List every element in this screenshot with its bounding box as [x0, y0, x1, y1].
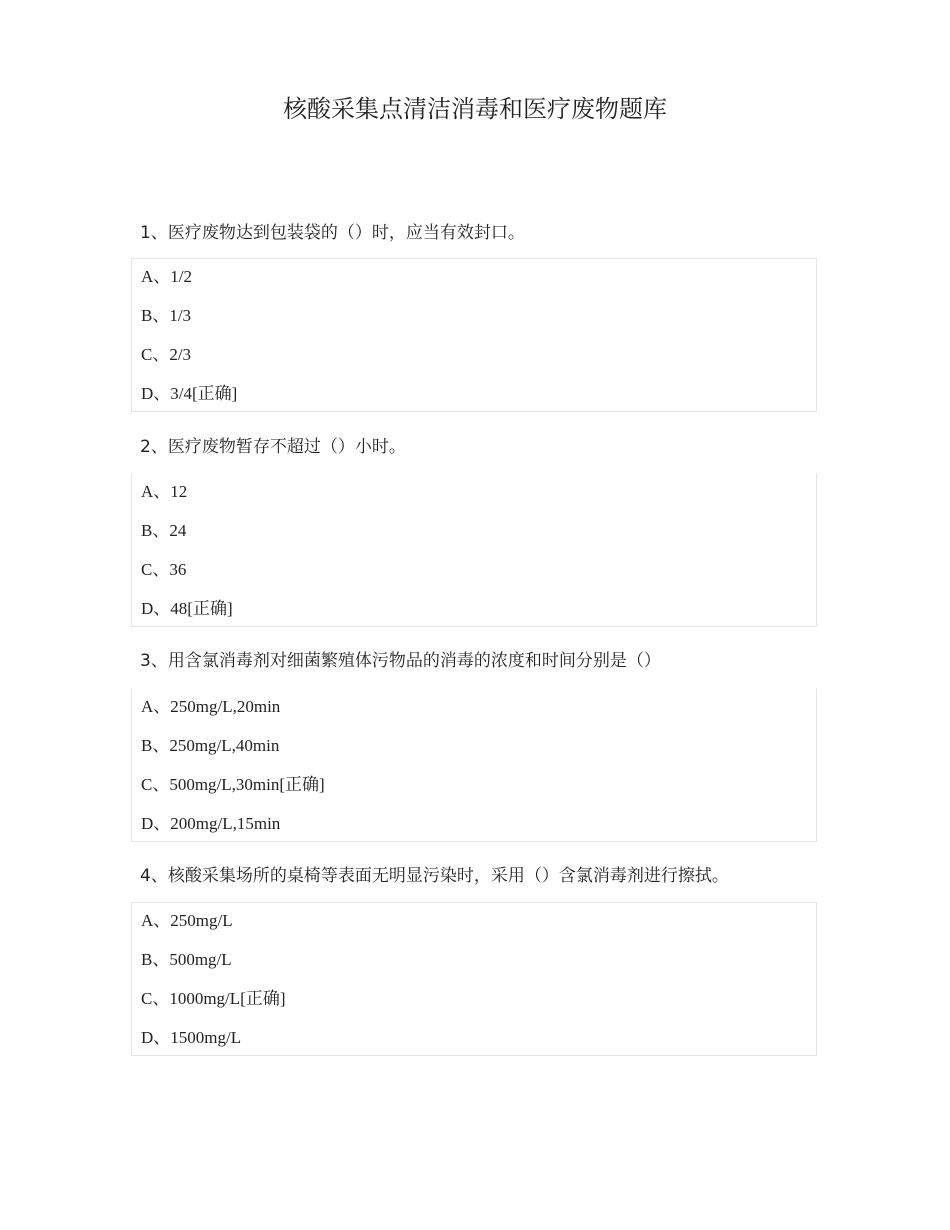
- question-4-option-c: C、1000mg/L[正确]: [141, 989, 286, 1008]
- question-3-option-b: B、250mg/L,40min: [141, 736, 280, 755]
- question-3-options: [131, 688, 817, 842]
- document-title: 核酸采集点清洁消毒和医疗废物题库: [283, 95, 667, 123]
- question-4-option-b: B、500mg/L: [141, 950, 232, 969]
- question-4-option-d: D、1500mg/L: [141, 1028, 242, 1047]
- question-1-text: 1、医疗废物达到包装袋的（）时，应当有效封口。: [140, 223, 525, 243]
- question-3-option-d: D、200mg/L,15min: [141, 814, 281, 833]
- question-2-option-c: C、36: [141, 560, 187, 579]
- question-1-option-d: D、3/4[正确]: [141, 384, 238, 403]
- question-2-text: 2、医疗废物暂存不超过（）小时。: [140, 437, 406, 457]
- question-2-options: [131, 473, 817, 627]
- question-3-text: 3、用含氯消毒剂对细菌繁殖体污物品的消毒的浓度和时间分别是（）: [140, 651, 661, 671]
- question-4-text: 4、核酸采集场所的桌椅等表面无明显污染时，采用（）含氯消毒剂进行擦拭。: [140, 866, 729, 886]
- question-4-options: [131, 902, 817, 1056]
- question-2-option-b: B、24: [141, 521, 187, 540]
- question-1-option-b: B、1/3: [141, 306, 192, 325]
- question-2-option-a: A、12: [141, 482, 188, 501]
- question-2-option-d: D、48[正确]: [141, 599, 233, 618]
- question-1-options: [131, 258, 817, 412]
- question-1-option-c: C、2/3: [141, 345, 192, 364]
- question-1-option-a: A、1/2: [141, 267, 192, 286]
- question-4-option-a: A、250mg/L: [141, 911, 233, 930]
- question-3-option-c: C、500mg/L,30min[正确]: [141, 775, 325, 794]
- question-3-option-a: A、250mg/L,20min: [141, 697, 281, 716]
